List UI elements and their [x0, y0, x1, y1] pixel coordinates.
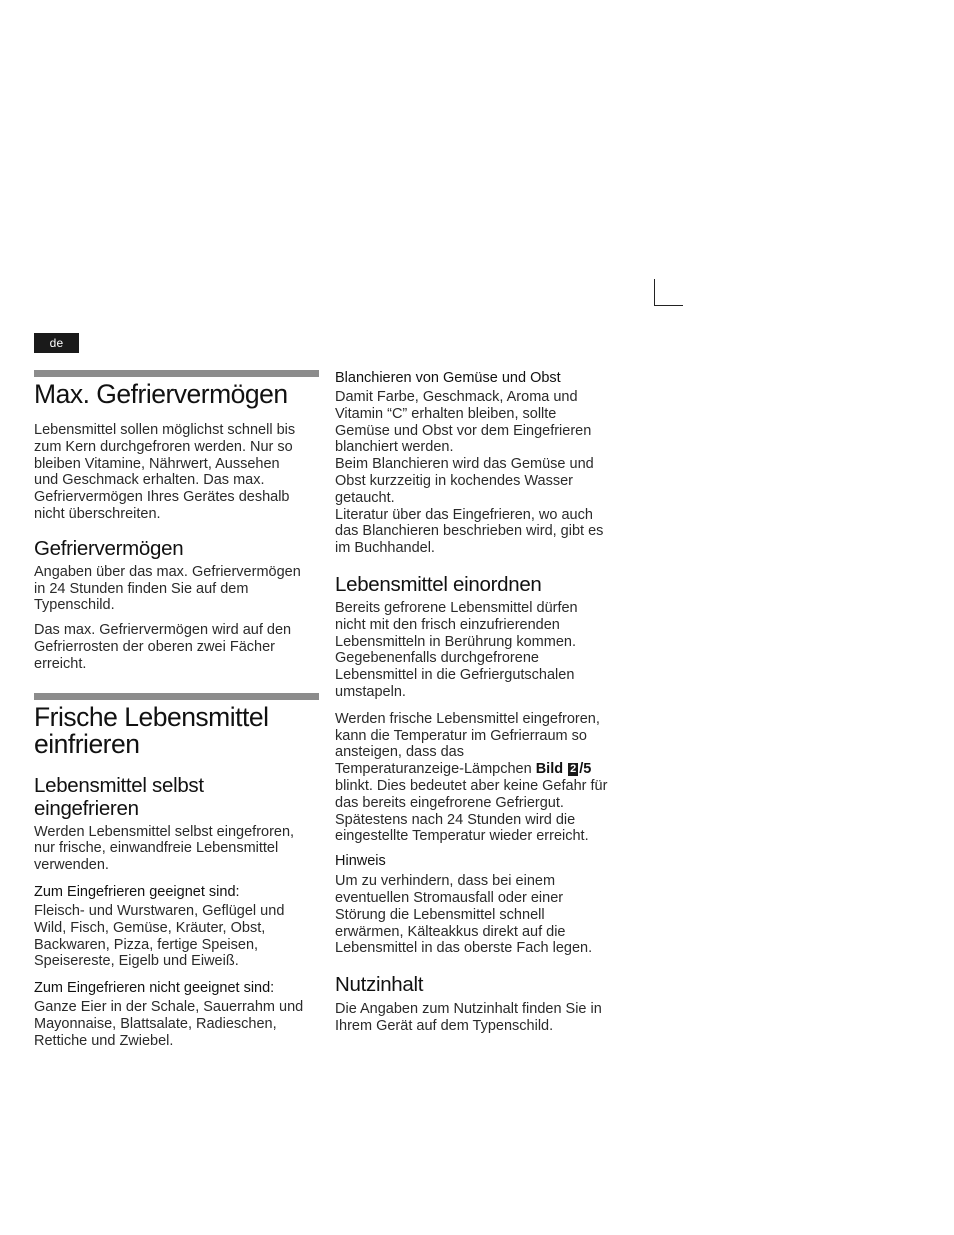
suitable-heading: Zum Eingefrieren geeignet sind: [34, 883, 240, 900]
section-title: Frische Lebensmittel einfrieren [34, 701, 269, 759]
unsuitable-heading: Zum Eingefrieren nicht geeignet sind: [34, 980, 275, 997]
paragraph-text: blinkt. Dies bedeutet aber keine Gefahr für das bereits eingefrorene Gefriergut. Spätestens nach 24 Stunden wird die eingestellte Temperatur wieder erreicht. [335, 777, 608, 845]
paragraph: Werden Lebensmittel selbst eingefroren, nur frische, einwandfreie Lebensmittel verwenden. [34, 823, 295, 874]
section-sort-food [335, 573, 625, 957]
crop-mark [654, 279, 683, 306]
note-heading: Hinweis [335, 853, 386, 870]
paragraph-text: Werden frische Lebensmittel eingefroren, kann die Temperatur im Gefrierraum so ansteigen, dass das Temperaturanzeige-Lämpchen [335, 710, 600, 778]
unsuitable-list: Ganze Eier in der Schale, Sauerrahm und Mayonnaise, Blattsalate, Radieschen, Rettiche und Zwiebel. [34, 999, 304, 1049]
suitable-list: Fleisch- und Wurstwaren, Geflügel und Wild, Fisch, Gemüse, Kräuter, Obst, Backwaren, Pizza, fertige Speisen, Speisereste, Eigelb und Eiweiß. [34, 902, 285, 970]
paragraph: Die Angaben zum Nutzinhalt finden Sie in Ihrem Gerät auf dem Typenschild. [335, 1001, 602, 1034]
left-column [34, 370, 319, 1058]
note-text: Um zu verhindern, dass bei einem eventuellen Stromausfall oder einer Störung die Lebensmittel schnell erwärmen, Kälteakkus direkt auf die Lebensmittel in das oberste Fach legen. [335, 873, 593, 957]
paragraph-temperature-lamp [335, 711, 625, 845]
paragraph: Das max. Gefriervermögen wird auf den Gefrierrosten der oberen zwei Fächer erreicht. [34, 622, 292, 672]
figure-reference-word: Bild [535, 761, 564, 778]
figure-number-badge: 2 [570, 763, 577, 776]
subsection-title: Gefriervermögen [34, 536, 184, 560]
section-usable-capacity [335, 973, 625, 1035]
subsection-title: Lebensmittel selbst eingefrieren [34, 773, 204, 820]
blanching-heading: Blanchieren von Gemüse und Obst [335, 370, 561, 386]
right-column [335, 370, 625, 1043]
subsection-title: Nutzinhalt [335, 973, 424, 997]
language-badge: de [34, 333, 79, 353]
figure-reference-suffix: /5 [579, 761, 592, 778]
section-freeze-fresh-food [34, 693, 319, 1050]
paragraph: Literatur über das Eingefrieren, wo auch das Blanchieren beschrieben wird, gibt es im Buchhandel. [335, 506, 604, 557]
section-rule [34, 693, 319, 700]
section-max-freezing-capacity [34, 370, 319, 673]
intro-paragraph: Lebensmittel sollen möglichst schnell bis zum Kern durchgefroren werden. Nur so bleiben Vitamine, Nährwert, Aussehen und Geschmack erhalten. Das max. Gefriervermögen Ihres Gerätes deshalb nicht überschreiten. [34, 422, 296, 522]
section-title: Max. Gefriervermögen [34, 379, 288, 409]
section-rule [34, 370, 319, 377]
section-blanching [335, 370, 625, 557]
subsection-title: Lebensmittel einordnen [335, 572, 542, 596]
paragraph: Damit Farbe, Geschmack, Aroma und Vitamin “C” erhalten bleiben, sollte Gemüse und Obst vor dem Eingefrieren blanchiert werden. [335, 389, 592, 456]
paragraph: Beim Blanchieren wird das Gemüse und Obst kurzzeitig in kochendes Wasser getaucht. [335, 456, 594, 506]
paragraph: Bereits gefrorene Lebensmittel dürfen nicht mit den frisch einzufrierenden Lebensmitteln in Berührung kommen. Gegebenenfalls durchgefrorene Lebensmittel in die Gefriergutschalen umstapeln. [335, 599, 578, 700]
paragraph: Angaben über das max. Gefriervermögen in 24 Stunden finden Sie auf dem Typenschild. [34, 563, 301, 614]
